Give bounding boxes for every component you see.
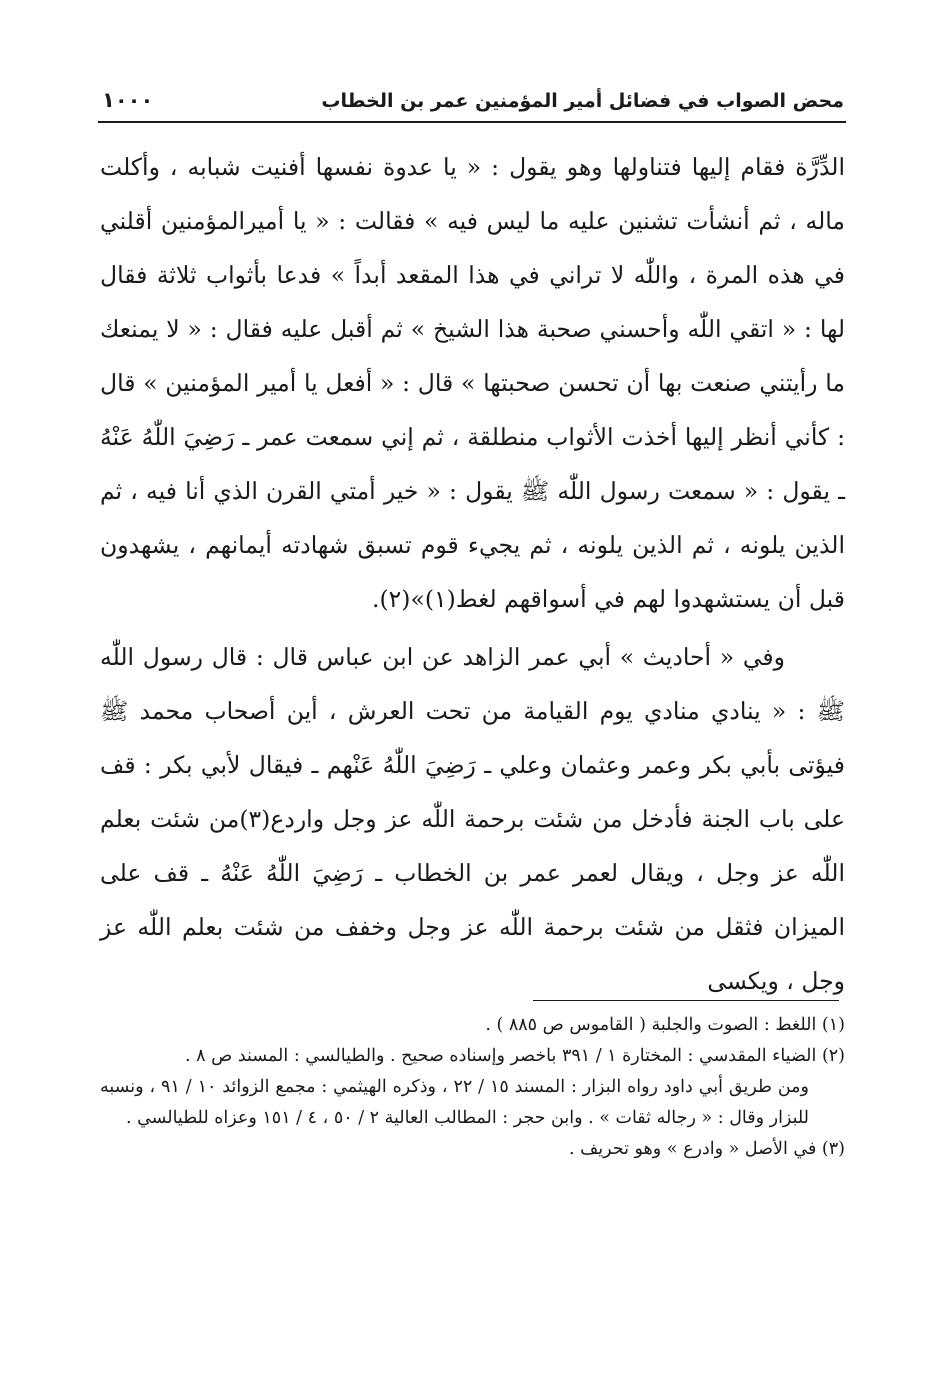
footnote-rule bbox=[533, 1000, 839, 1001]
paragraph-2: وفي « أحاديث » أبي عمر الزاهد عن ابن عباس قال : قال رسول اللّٰه ﷺ : « ينادي منادي يوم القيامة من تحت العرش ، أين أصحاب محمد ﷺ فيؤتى بأبي بكر وعمر وعثمان وعلي ـ رَضِيَ اللّٰهُ عَنْهم ـ فيقال لأبي بكر : قف على باب الجنة فأدخل من شئت برحمة اللّٰه عز وجل واردع(٣)من شئت بعلم اللّٰه عز وجل ، ويقال لعمر عمر بن الخطاب ـ رَضِيَ اللّٰهُ عَنْهُ ـ قف على الميزان فثقل من شئت برحمة اللّٰه عز وجل وخفف من شئت بعلم اللّٰه عز وجل ، ويكسى bbox=[100, 643, 845, 995]
paragraph-1: الدِّرَّة فقام إليها فتناولها وهو يقول : « يا عدوة نفسها أفنيت شبابه ، وأكلت ماله ، ثم أنشأت تشنين عليه ما ليس فيه » فقالت : « يا أميرالمؤمنين أقلني في هذه المرة ، واللّٰه لا تراني في هذا المقعد أبداً » فدعا بأثواب ثلاثة فقال لها : « اتقي اللّٰه وأحسني صحبة هذا الشيخ » ثم أقبل عليه فقال : « لا يمنعك ما رأيتني صنعت بها أن تحسن صحبتها » قال : « أفعل يا أمير المؤمنين » قال : كأني أنظر إليها أخذت الأثواب منطلقة ، ثم إني سمعت عمر ـ رَضِيَ اللّٰهُ عَنْهُ ـ يقول : « سمعت رسول اللّٰه ﷺ يقول : « خير أمتي القرن الذي أنا فيه ، ثم الذين يلونه ، ثم الذين يلونه ، ثم يجيء قوم تسبق شهادته أيمانهم ، يشهدون قبل أن يستشهدوا لهم في أسواقهم لغط(١)»(٢). bbox=[100, 153, 845, 613]
footnote-2: (٢) الضياء المقدسي : المختارة ١ / ٣٩١ باخصر وإسناده صحيح . والطيالسي : المسند ص ٨ . bbox=[185, 1046, 845, 1066]
running-header bbox=[98, 84, 846, 120]
header-rule bbox=[98, 121, 846, 123]
footnote-2-continuation: ومن طريق أبي داود رواه البزار : المسند ١٥ / ٢٢ ، وذكره الهيثمي : مجمع الزوائد ١٠ / ٩١ ، ونسبه للبزار وقال : « رجاله ثقات » . وابن حجر : المطالب العالية ٢ / ٥٠ ، ٤ / ١٥١ وعزاه للطيالسي . bbox=[100, 1077, 810, 1128]
page-number: ١٠٠٠ bbox=[102, 88, 154, 112]
footnotes bbox=[100, 1010, 845, 1165]
footnote-1: (١) اللغط : الصوت والجلبة ( القاموس ص ٨٨٥ ) . bbox=[485, 1015, 845, 1035]
main-text bbox=[100, 140, 845, 1008]
running-header-title: محض الصواب في فضائل أمير المؤمنين عمر بن الخطاب bbox=[321, 90, 844, 112]
footnote-3: (٣) في الأصل « وادرع » وهو تحريف . bbox=[569, 1139, 845, 1159]
